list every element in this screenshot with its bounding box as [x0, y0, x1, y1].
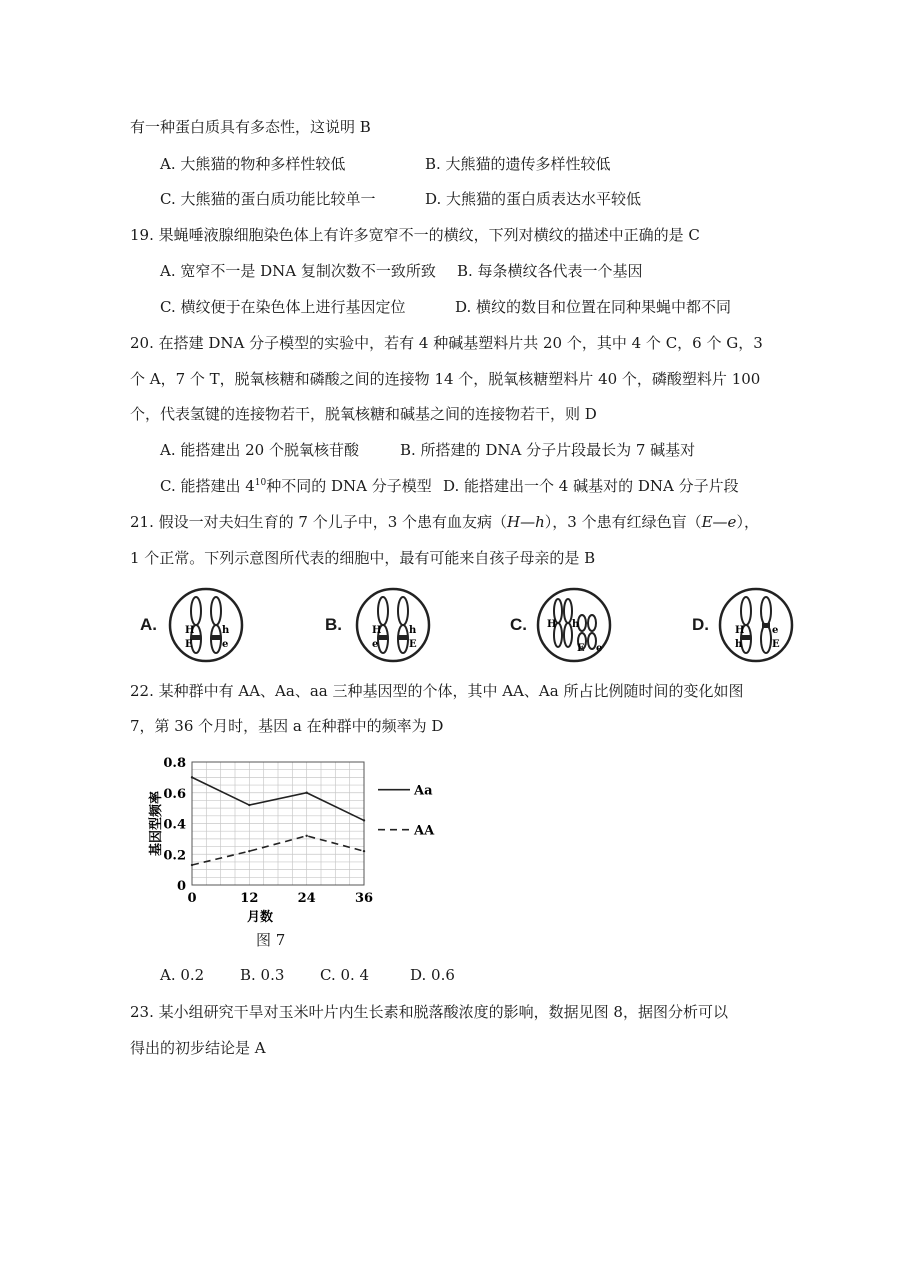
q20-stem-line2: 个 A，7 个 T，脱氧核糖和磷酸之间的连接物 14 个，脱氧核糖塑料片 40 个，磷酸塑料片 100 — [130, 370, 761, 388]
q22-option-d: D. 0.6 — [410, 966, 455, 984]
cell-d-right-bot: E — [772, 639, 780, 650]
cell-a-right-bot: e — [222, 639, 229, 650]
cell-c-right-bot: e — [596, 643, 603, 654]
y-tick-label: 0.6 — [163, 786, 186, 802]
q20-option-b: B. 所搭建的 DNA 分子片段最长为 7 碱基对 — [400, 441, 696, 459]
data-point-AA — [305, 835, 307, 837]
data-point-Aa — [248, 804, 250, 806]
x-axis-label: 月数 — [246, 910, 274, 925]
q20-option-c-exponent: 10 — [254, 478, 267, 488]
q18-stem-tail: 有一种蛋白质具有多态性，这说明 B — [130, 118, 371, 136]
q19-stem: 19. 果蝇唾液腺细胞染色体上有许多宽窄不一的横纹，下列对横纹的描述中正确的是 C — [130, 226, 700, 244]
q19-option-b: B. 每条横纹各代表一个基因 — [457, 262, 643, 280]
cell-c-left-bot: h — [572, 619, 580, 630]
q22-stem-line2: 7，第 36 个月时，基因 a 在种群中的频率为 D — [130, 717, 444, 735]
cell-b-right-bot: E — [409, 639, 417, 650]
cell-b-left-top: H — [372, 625, 382, 636]
q23-stem-line1: 23. 某小组研究干旱对玉米叶片内生长素和脱落酸浓度的影响，数据见图 8，据图分析可以 — [130, 1003, 728, 1021]
legend-label-AA: AA — [414, 823, 435, 839]
q22-option-b: B. 0.3 — [240, 966, 285, 984]
x-tick-label: 0 — [187, 891, 197, 906]
q20-option-a: A. 能搭建出 20 个脱氧核苷酸 — [160, 441, 359, 459]
q21-cell-c — [510, 585, 700, 665]
cell-d-left-bot: h — [735, 639, 743, 650]
x-tick-label: 36 — [354, 891, 374, 906]
legend-label-Aa: Aa — [414, 783, 433, 799]
cell-diagram-a — [166, 585, 246, 665]
q21-gene-e: E—e — [701, 513, 737, 531]
cell-diagram-c — [534, 585, 614, 665]
y-tick-label: 0.8 — [163, 756, 186, 771]
y-tick-label: 0.2 — [163, 848, 186, 864]
cell-b-right-top: h — [409, 625, 417, 636]
q21-cell-label: B. — [325, 615, 342, 634]
q20-stem-line1: 20. 在搭建 DNA 分子模型的实验中，若有 4 种碱基塑料片共 20 个，其中 4 个 C，6 个 G，3 — [130, 334, 763, 352]
q21-stem-line2: 1 个正常。下列示意图所代表的细胞中，最有可能来自孩子母亲的是 B — [130, 549, 596, 567]
y-axis-label: 基因型频率 — [149, 790, 164, 857]
data-point-Aa — [363, 819, 365, 821]
q21-cell-a — [140, 585, 330, 665]
cell-diagram-b — [353, 585, 433, 665]
cell-a-left-bot: E — [185, 639, 193, 650]
q22-stem-line1: 22. 某种群中有 AA、Aa、aa 三种基因型的个体，其中 AA、Aa 所占比例随时间的变化如图 — [130, 682, 744, 700]
q22-option-c: C. 0. 4 — [320, 966, 370, 984]
q21-cell-d — [692, 585, 882, 665]
cell-c-right-top: E — [577, 643, 585, 654]
figure-7-caption: 图 7 — [256, 931, 286, 949]
q21-stem-line1: 21. 假设一对夫妇生育的 7 个儿子中，3 个患有血友病（H—h），3 个患有红绿色盲（E—e）， — [130, 513, 759, 531]
q19-option-c: C. 横纹便于在染色体上进行基因定位 — [160, 298, 406, 316]
cell-a-right-top: h — [222, 625, 230, 636]
q21-cell-b — [325, 585, 515, 665]
cell-d-right-top: e — [772, 625, 779, 636]
q21-cell-label: C. — [510, 615, 527, 634]
q20-option-d: D. 能搭建出一个 4 碱基对的 DNA 分子片段 — [443, 477, 739, 495]
q19-option-a: A. 宽窄不一是 DNA 复制次数不一致所致 — [160, 262, 436, 280]
q19-option-d: D. 横纹的数目和位置在同种果蝇中都不同 — [455, 298, 732, 316]
cell-d-left-top: H — [735, 625, 745, 636]
cell-c-left-top: H — [547, 619, 557, 630]
cell-diagram-d — [716, 585, 796, 665]
q21-gene-h: H—h — [507, 513, 545, 531]
data-point-Aa — [305, 792, 307, 794]
q23-stem-line2: 得出的初步结论是 A — [130, 1039, 266, 1057]
q21-cell-label: D. — [692, 615, 709, 634]
x-tick-label: 24 — [297, 891, 316, 906]
q20-stem-line3: 个，代表氢键的连接物若干，脱氧核糖和碱基之间的连接物若干，则 D — [130, 405, 597, 423]
q18-option-c: C. 大熊猫的蛋白质功能比较单一 — [160, 190, 376, 208]
data-point-AA — [363, 850, 365, 852]
x-tick-label: 12 — [240, 891, 259, 906]
y-tick-label: 0.4 — [163, 817, 186, 833]
cell-b-left-bot: e — [372, 639, 379, 650]
figure-7-chart — [149, 753, 470, 928]
data-point-AA — [248, 850, 250, 852]
q18-option-a: A. 大熊猫的物种多样性较低 — [160, 155, 346, 173]
q18-option-b: B. 大熊猫的遗传多样性较低 — [425, 155, 611, 173]
cell-a-left-top: H — [185, 625, 195, 636]
q21-cell-label: A. — [140, 615, 157, 634]
data-point-Aa — [191, 776, 193, 778]
y-tick-label: 0 — [176, 879, 186, 894]
data-point-AA — [191, 864, 193, 866]
q18-option-d: D. 大熊猫的蛋白质表达水平较低 — [425, 190, 642, 208]
q22-option-a: A. 0.2 — [160, 966, 205, 984]
q20-option-c: C. 能搭建出 $4^{10}$种不同的 DNA 分子模型 — [160, 477, 432, 495]
